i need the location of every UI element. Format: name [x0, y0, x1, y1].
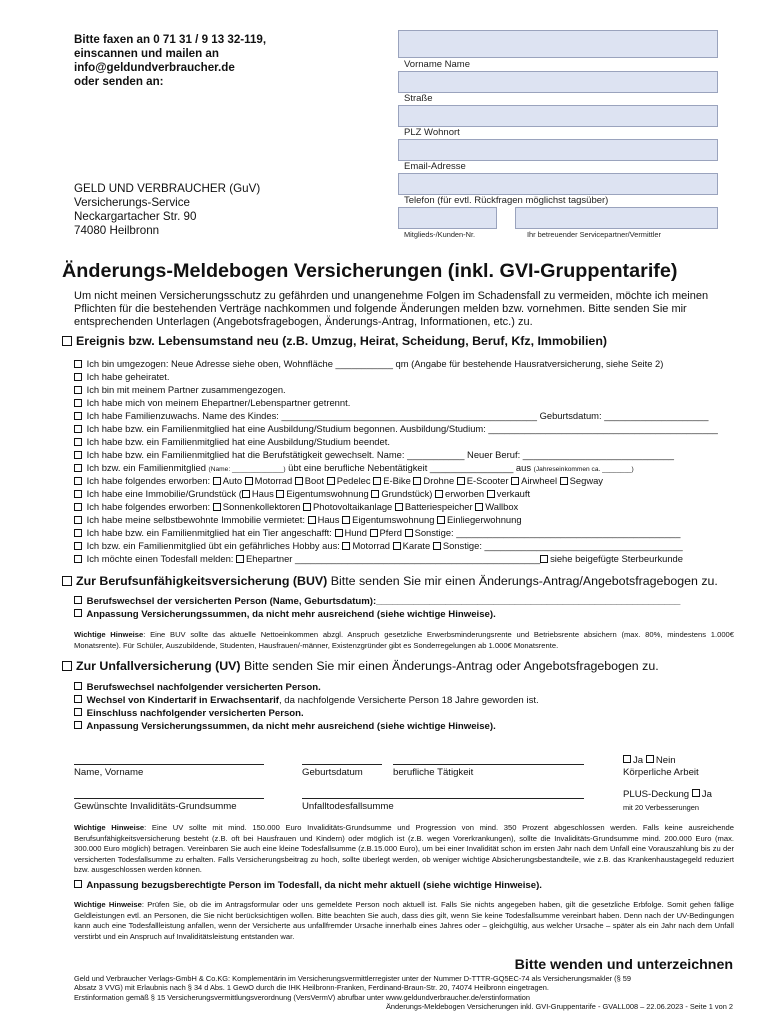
row-text: Ich habe folgendes erworben:	[86, 501, 211, 512]
section-heading-bold: Zur Berufsunfähigkeitsversicherung (BUV)	[76, 574, 328, 588]
option-label: E-Scooter	[466, 475, 509, 486]
checkbox[interactable]	[74, 438, 82, 446]
row-text: Berufswechsel nachfolgender versicherten Person.	[86, 682, 321, 693]
option-label: Eigentumswohnung	[286, 488, 369, 499]
note-label: Wichtige Hinweise	[74, 900, 142, 909]
option-label: verkauft	[496, 488, 531, 499]
row-text: Ich bzw. ein Familienmitglied	[86, 462, 206, 473]
checkbox[interactable]	[62, 576, 72, 586]
row-animal	[74, 527, 680, 538]
name-label: Vorname Name	[404, 59, 471, 70]
checkbox[interactable]	[74, 682, 82, 690]
uv-name-line[interactable]	[74, 764, 264, 765]
member-no-label: Mitglieds-/Kunden-Nr.	[404, 230, 476, 239]
checkbox[interactable]	[74, 373, 82, 381]
checkbox[interactable]	[242, 490, 250, 498]
uv-job-label: berufliche Tätigkeit	[393, 767, 474, 778]
row-text-small: (Jahreseinkommen ca. ________)	[533, 466, 634, 473]
row-text: Anpassung Versicherungssummen, da nicht mehr ausreichend (siehe wichtige Hinweise).	[86, 721, 496, 732]
option-label: Segway	[569, 475, 603, 486]
note-text: : Eine BUV sollte das aktuelle Nettoeinkommen abzgl. Anspruch gesetzliche Erwerbsminderungsrente und Betriebsrente absichern (max. 80%, mindestens 1.000€ Monatsrente). Für Schüler, Auszubildende, Studenten, Hausfrauen/-männer, Existenzgründer gibt es Sonderregelungen ab 1.000€ Monatsrente.	[74, 630, 735, 650]
checkbox[interactable]	[692, 789, 700, 797]
phone-label: Telefon (für evtl. Rückfragen möglichst tagsüber)	[404, 195, 609, 206]
option-label: Sonstige: ______________________________________	[442, 540, 683, 551]
row-buv-sums	[74, 609, 496, 620]
checkbox[interactable]	[437, 516, 445, 524]
row-text: Ich habe Familienzuwachs. Name des Kindes: _________________________________________________ Geburtsdatum: ____________________	[86, 410, 709, 421]
row-married	[74, 371, 169, 382]
checkbox[interactable]	[475, 503, 483, 511]
address-line: GELD UND VERBRAUCHER (GuV)	[74, 182, 261, 195]
uv-note	[74, 823, 734, 876]
uv-plus-cover	[623, 789, 712, 800]
uv-invalidity-line[interactable]	[74, 798, 264, 799]
uv-invalidity-label: Gewünschte Invaliditäts-Grundsumme	[74, 801, 237, 812]
street-field[interactable]	[398, 71, 718, 93]
row-text: Ich bzw. ein Familienmitglied übt ein gefährliches Hobby aus:	[86, 540, 340, 551]
option-label: Photovoltaikanlage	[313, 501, 393, 512]
checkbox[interactable]	[74, 596, 82, 604]
checkbox[interactable]	[74, 708, 82, 716]
row-text: Ich habe bzw. ein Familienmitglied hat eine Ausbildung/Studium beendet.	[86, 436, 390, 447]
checkbox[interactable]	[487, 490, 495, 498]
option-label: Auto	[222, 475, 243, 486]
checkbox[interactable]	[74, 399, 82, 407]
plz-field[interactable]	[398, 105, 718, 127]
checkbox[interactable]	[74, 609, 82, 617]
row-text: Anpassung Versicherungssummen, da nicht mehr ausreichend (siehe wichtige Hinweise).	[86, 609, 496, 620]
row-moved-together	[74, 384, 286, 395]
row-text: , da nachfolgende Versicherte Person 18 Jahre geworden ist.	[278, 695, 539, 706]
row-moved	[74, 358, 663, 369]
note-text: : Eine UV sollte mit mind. 150.000 Euro Invaliditäts-Grundsumme und Progression von mind. 350 Prozent abgeschlossen werden. Falls keine ausreichende Berufsunfähigkeitsversicherung besteht (z.B. oft bei Hausfrauen und Kindern) oder möglich ist (z.B. wegen Vorerkrankungen), sollte die Invaliditäts-Grundsumme mind. 200.000 Euro (max. 300.000 Euro möglich) betragen. Vereinbaren Sie auch eine kleine Todesfallsumme (z.B.15.000 Euro), um bei einer Invalidität schon im ersten Jahr nach dem Unfall eine Vorauszahlung bis zu der versicherten Todesfallsumme zu erhalten. Falls Versicherungsbeitrag zu hoch, sollte überlegt werden, ob weniger wichtige Absicherungsbestandteile, wie z.B. das Krankenhaustagegeld reduziert bzw. ausgeschlossen werden können.	[74, 823, 735, 875]
uv-job-line[interactable]	[393, 764, 584, 765]
checkbox[interactable]	[511, 477, 519, 485]
option-label: siehe beigefügte Sterbeurkunde	[550, 553, 683, 564]
checkbox[interactable]	[413, 477, 421, 485]
checkbox[interactable]	[74, 529, 82, 537]
checkbox[interactable]	[342, 516, 350, 524]
intro-text: Um nicht meinen Versicherungsschutz zu gefährden und unangenehme Folgen im Schadensfall zu vermeiden, möchte ich meinen Pflichten für die bestehenden Verträge nachkommen und folgende Änderungen melden bzw. vornehmen. Bitte senden Sie mir entsprechenden Unterlagen (Angebotsfragebogen, Änderungs-Antrag, Informationen, etc.) zu.	[74, 290, 709, 328]
uv-physical-work-label: Körperliche Arbeit	[623, 767, 699, 778]
option-label: Eigentumswohnung	[352, 514, 435, 525]
checkbox[interactable]	[371, 490, 379, 498]
row-text: Ich habe eine Immobilie/Grundstück (	[86, 488, 242, 499]
row-text: Ich möchte einen Todesfall melden:	[86, 553, 234, 564]
note-label: Wichtige Hinweise	[74, 823, 145, 832]
row-hobby	[74, 540, 683, 551]
row-text: Ich bin mit meinem Partner zusammengezogen.	[86, 384, 286, 395]
checkbox[interactable]	[646, 755, 654, 763]
option-label: Ja	[633, 755, 644, 766]
checkbox[interactable]	[74, 503, 82, 511]
fax-line: einscannen und mailen an	[74, 47, 219, 60]
checkbox[interactable]	[236, 555, 244, 563]
footer-legal	[74, 974, 631, 1002]
option-label: Ehepartner	[246, 553, 293, 564]
option-label: Haus	[251, 488, 274, 499]
checkbox[interactable]	[560, 477, 568, 485]
checkbox[interactable]	[405, 529, 413, 537]
option-label: Hund	[344, 527, 367, 538]
option-label: Sonstige: ___________________________________________	[414, 527, 681, 538]
checkbox[interactable]	[435, 490, 443, 498]
street-label: Straße	[404, 93, 433, 104]
checkbox[interactable]	[74, 464, 82, 472]
partner-field[interactable]	[515, 207, 718, 229]
option-label: Pferd	[379, 527, 402, 538]
checkbox[interactable]	[327, 477, 335, 485]
option-label: Boot	[304, 475, 325, 486]
recipient-address	[74, 182, 260, 238]
checkbox[interactable]	[540, 555, 548, 563]
row-text-bold: Wechsel von Kindertarif in Erwachsentarif	[86, 695, 279, 706]
option-label: Ja	[701, 789, 712, 800]
uv-death-sum-line[interactable]	[302, 798, 584, 799]
row-rented-out	[74, 514, 522, 525]
checkbox[interactable]	[74, 555, 82, 563]
uv-birth-label: Geburtsdatum	[302, 767, 363, 778]
fax-line: oder senden an:	[74, 75, 164, 88]
row-text: übt eine berufliche Nebentätigkeit ________________ aus	[288, 462, 532, 473]
address-line: Versicherungs-Service	[74, 196, 190, 209]
checkbox[interactable]	[74, 721, 82, 729]
checkbox[interactable]	[62, 661, 72, 671]
checkbox[interactable]	[74, 880, 82, 888]
option-label: Haus	[317, 514, 340, 525]
option-label: Pedelec	[336, 475, 371, 486]
uv-birth-line[interactable]	[302, 764, 382, 765]
option-label: Motorrad	[254, 475, 293, 486]
option-label: Einliegerwohnung	[447, 514, 522, 525]
checkbox[interactable]	[373, 477, 381, 485]
section-heading-rest: Bitte senden Sie mir einen Änderungs-Antrag oder Angebotsfragebogen zu.	[240, 659, 659, 673]
checkbox[interactable]	[74, 412, 82, 420]
row-text: Ich habe geheiratet.	[86, 371, 170, 382]
checkbox[interactable]	[74, 516, 82, 524]
footer-line: Erstinformation gemäß § 15 Versicherungsvermittlungsverordnung (VersVermV) abrufbar unter www.geldundverbraucher.de/erstinformation	[74, 992, 530, 1002]
checkbox[interactable]	[295, 477, 303, 485]
row-text-small: (Name: ______________)	[208, 466, 286, 473]
row-vehicle-acquired	[74, 475, 603, 486]
email-field[interactable]	[398, 139, 718, 161]
address-line: 74080 Heilbronn	[74, 224, 160, 237]
beneficiary-note	[74, 900, 734, 942]
uv-name-label: Name, Vorname	[74, 767, 144, 778]
row-uv-sums	[74, 721, 496, 732]
fax-instructions	[74, 33, 266, 89]
sign-reminder: Bitte wenden und unterzeichnen	[514, 957, 733, 973]
option-label: Nein	[655, 755, 676, 766]
row-text: Ich habe bzw. ein Familienmitglied hat ein Tier angeschafft:	[86, 527, 332, 538]
fax-line: info@geldundverbraucher.de	[74, 61, 235, 74]
option-label: Airwheel	[521, 475, 558, 486]
row-education-ended	[74, 436, 390, 447]
section-uv-heading	[62, 659, 659, 673]
checkbox[interactable]	[62, 336, 72, 346]
checkbox[interactable]	[74, 695, 82, 703]
row-uv-beneficiary	[74, 880, 542, 891]
option-label: Karate	[402, 540, 431, 551]
uv-plus-sub: mit 20 Verbesserungen	[623, 803, 700, 812]
note-text: : Prüfen Sie, ob die im Antragsformular oder uns gemeldete Person noch aktuell ist. Falls Sie nichts angegeben haben, gilt die gesetzliche Erbfolge. Somit gehen fällige Geldleistungen evtl. an Personen, die Sie nicht berücksichtigen wollen. Bitte beachten Sie auch, dass dies gilt, wenn Sie keine Todesfallsumme vereinbart haben. Denn nach der UV-Bedingungen kann auch eine Todesfallleistung anfallen, wenn der Versicherte aus unfallfremder Ursache innerhalb eines Jahres oder – gleichgültig, aus welcher Ursache – später als ein Jahr nach dem Unfall verstirbt und ein Anspruch auf Invaliditätsleistung entstanden war.	[74, 900, 734, 941]
option-label: Batteriespeicher	[404, 501, 473, 512]
option-label: Drohne	[423, 475, 455, 486]
buv-note	[74, 630, 734, 651]
section-buv-heading	[62, 574, 718, 588]
plus-label: PLUS-Deckung	[623, 789, 690, 800]
row-text: Ich habe bzw. ein Familienmitglied hat eine Ausbildung/Studium begonnen. Ausbildung/Studium: ____________________________________________	[86, 423, 718, 434]
row-text: Ich bin umgezogen: Neue Adresse siehe oben, Wohnfläche ___________ qm (Angabe für bestehende Hausratversicherung, siehe Seite 2)	[86, 358, 664, 369]
checkbox[interactable]	[457, 477, 465, 485]
row-uv-include-person	[74, 708, 304, 719]
checkbox[interactable]	[308, 516, 316, 524]
section-heading-bold: Zur Unfallversicherung (UV)	[76, 659, 241, 673]
checkbox[interactable]	[393, 542, 401, 550]
row-education-started	[74, 423, 718, 434]
checkbox[interactable]	[74, 425, 82, 433]
page-title: Änderungs-Meldebogen Versicherungen (inkl. GVI-Gruppentarife)	[62, 260, 678, 282]
checkbox[interactable]	[395, 503, 403, 511]
row-property	[74, 488, 530, 499]
footer-line: Geld und Verbraucher Verlags-GmbH & Co.KG: Komplementärin im Versicherungsvermittlerregister unter der Nummer D-TTTR-GQ5EC-74 als Versicherungsmakler (§ 59	[74, 974, 631, 983]
row-text: Ich habe mich von meinem Ehepartner/Lebenspartner getrennt.	[86, 397, 351, 408]
row-text: Ich habe folgendes erworben:	[86, 475, 211, 486]
option-label: erworben	[445, 488, 485, 499]
checkbox[interactable]	[276, 490, 284, 498]
row-side-job	[74, 462, 634, 473]
checkbox[interactable]	[74, 360, 82, 368]
row-death	[74, 553, 683, 564]
address-line: Neckargartacher Str. 90	[74, 210, 197, 223]
checkbox[interactable]	[342, 542, 350, 550]
checkbox[interactable]	[74, 386, 82, 394]
email-label: Email-Adresse	[404, 161, 466, 172]
option-label: E-Bike	[383, 475, 411, 486]
footer-form-id: Änderungs-Meldebogen Versicherungen inkl. GVI-Gruppentarife - GVALL008 – 22.06.2023 - Seite 1 von 2	[385, 1002, 733, 1011]
partner-label: Ihr betreuender Servicepartner/Vermittler	[527, 230, 661, 239]
name-field[interactable]	[398, 30, 718, 58]
row-text: Ich habe bzw. ein Familienmitglied hat die Berufstätigkeit gewechselt. Name: ___________ Neuer Beruf: _____________________________	[86, 449, 675, 460]
uv-physical-work-options	[623, 755, 676, 766]
checkbox[interactable]	[74, 490, 82, 498]
option-label: Wallbox	[485, 501, 519, 512]
row-text: Einschluss nachfolgender versicherten Person.	[86, 708, 304, 719]
checkbox[interactable]	[433, 542, 441, 550]
checkbox[interactable]	[245, 477, 253, 485]
plz-label: PLZ Wohnort	[404, 127, 460, 138]
row-text: Ich habe meine selbstbewohnte Immobilie vermietet:	[86, 514, 305, 525]
row-separated	[74, 397, 350, 408]
option-label: Grundstück)	[381, 488, 433, 499]
row-job-change	[74, 449, 674, 460]
row-text: _______________________________________________	[295, 553, 541, 564]
row-text: Berufswechsel der versicherten Person (Name, Geburtsdatum):_________________________________________________________	[86, 596, 681, 607]
note-label: Wichtige Hinweise	[74, 630, 144, 639]
checkbox[interactable]	[303, 503, 311, 511]
option-label: Motorrad	[352, 540, 390, 551]
fax-line: Bitte faxen an 0 71 31 / 9 13 32-119,	[74, 33, 267, 46]
phone-field[interactable]	[398, 173, 718, 195]
checkbox[interactable]	[335, 529, 343, 537]
row-uv-job-change	[74, 682, 321, 693]
checkbox[interactable]	[213, 477, 221, 485]
section-heading-text: Ereignis bzw. Lebensumstand neu (z.B. Umzug, Heirat, Scheidung, Beruf, Kfz, Immobilien)	[76, 334, 608, 348]
checkbox[interactable]	[623, 755, 631, 763]
section-heading-rest: Bitte senden Sie mir einen Änderungs-Antrag/Angebotsfragebogen zu.	[327, 574, 718, 588]
option-label: Sonnenkollektoren	[222, 501, 301, 512]
checkbox[interactable]	[74, 477, 82, 485]
uv-death-sum-label: Unfalltodesfallsumme	[302, 801, 394, 812]
row-buv-job-change	[74, 596, 680, 607]
row-energy	[74, 501, 518, 512]
member-no-field[interactable]	[398, 207, 497, 229]
section-life-events-heading	[62, 334, 607, 348]
row-new-child	[74, 410, 708, 421]
row-text: Anpassung bezugsberechtigte Person im Todesfall, da nicht mehr aktuell (siehe wichtige Hinweise).	[86, 880, 542, 891]
checkbox[interactable]	[370, 529, 378, 537]
checkbox[interactable]	[213, 503, 221, 511]
row-uv-child-to-adult	[74, 695, 539, 706]
checkbox[interactable]	[74, 451, 82, 459]
checkbox[interactable]	[74, 542, 82, 550]
footer-line: Absatz 3 VVG) mit Erlaubnis nach § 34 d Abs. 1 GewO durch die IHK Heilbronn-Franken, Ferdinand-Braun-Str. 20, 74074 Heilbronn eingetragen.	[74, 983, 549, 993]
